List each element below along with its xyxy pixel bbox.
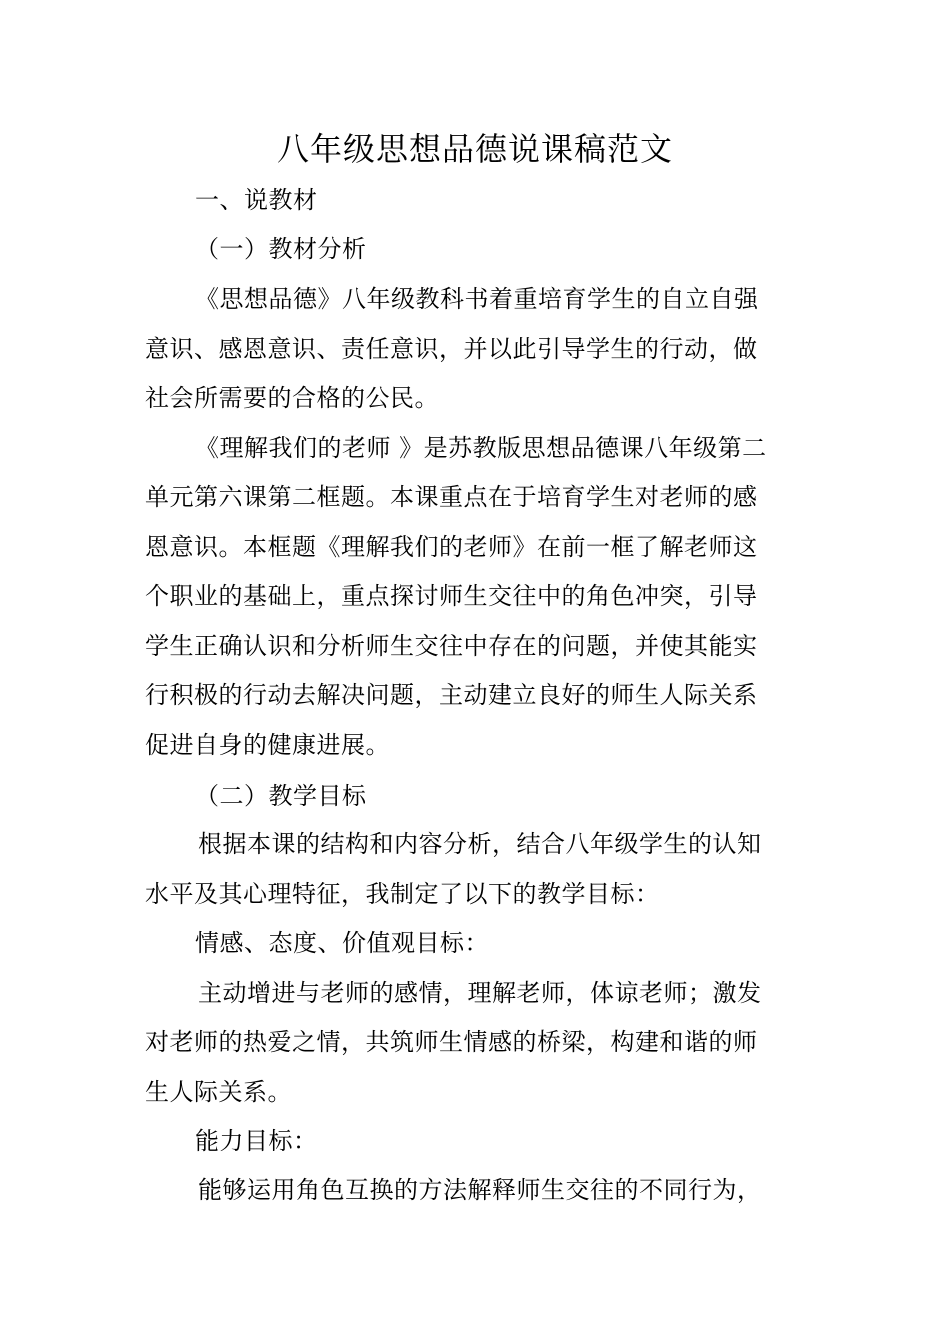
paragraph-line: 促进自身的健康进展。	[145, 731, 390, 759]
paragraph-line: 意识、感恩意识、责任意识，并以此引导学生的行动，做	[145, 335, 758, 363]
paragraph-line: 社会所需要的合格的公民。	[145, 384, 439, 412]
subsection-heading: （一）教材分析	[195, 235, 367, 263]
paragraph-line: 学生正确认识和分析师生交往中存在的问题，并使其能实	[145, 632, 758, 660]
section-heading: 一、说教材	[195, 186, 318, 214]
subsection-heading: （二）教学目标	[195, 782, 367, 810]
paragraph-line: 生人际关系。	[145, 1078, 292, 1106]
paragraph-line: 恩意识。本框题《理解我们的老师》在前一框了解老师这	[145, 533, 758, 561]
paragraph-line: 水平及其心理特征，我制定了以下的教学目标：	[145, 880, 660, 908]
paragraph-line: 《理解我们的老师 》是苏教版思想品德课八年级第二	[195, 434, 767, 462]
paragraph-line: 对老师的热爱之情，共筑师生情感的桥梁，构建和谐的师	[145, 1028, 758, 1056]
document-title: 八年级思想品德说课稿范文	[276, 130, 673, 168]
paragraph-line: 能够运用角色互换的方法解释师生交往的不同行为，	[198, 1176, 762, 1204]
paragraph-line: 单元第六课第二框题。本课重点在于培育学生对老师的感	[145, 483, 758, 511]
paragraph-line: 个职业的基础上，重点探讨师生交往中的角色冲突，引导	[145, 582, 758, 610]
paragraph-line: 《思想品德》八年级教科书着重培育学生的自立自强	[195, 285, 759, 313]
paragraph-line: 根据本课的结构和内容分析，结合八年级学生的认知	[198, 830, 762, 858]
subheading-line: 情感、态度、价值观目标：	[195, 929, 489, 957]
subheading-line: 能力目标：	[195, 1127, 318, 1155]
paragraph-line: 主动增进与老师的感情，理解老师，体谅老师；激发	[198, 979, 762, 1007]
paragraph-line: 行积极的行动去解决问题，主动建立良好的师生人际关系	[145, 681, 758, 709]
